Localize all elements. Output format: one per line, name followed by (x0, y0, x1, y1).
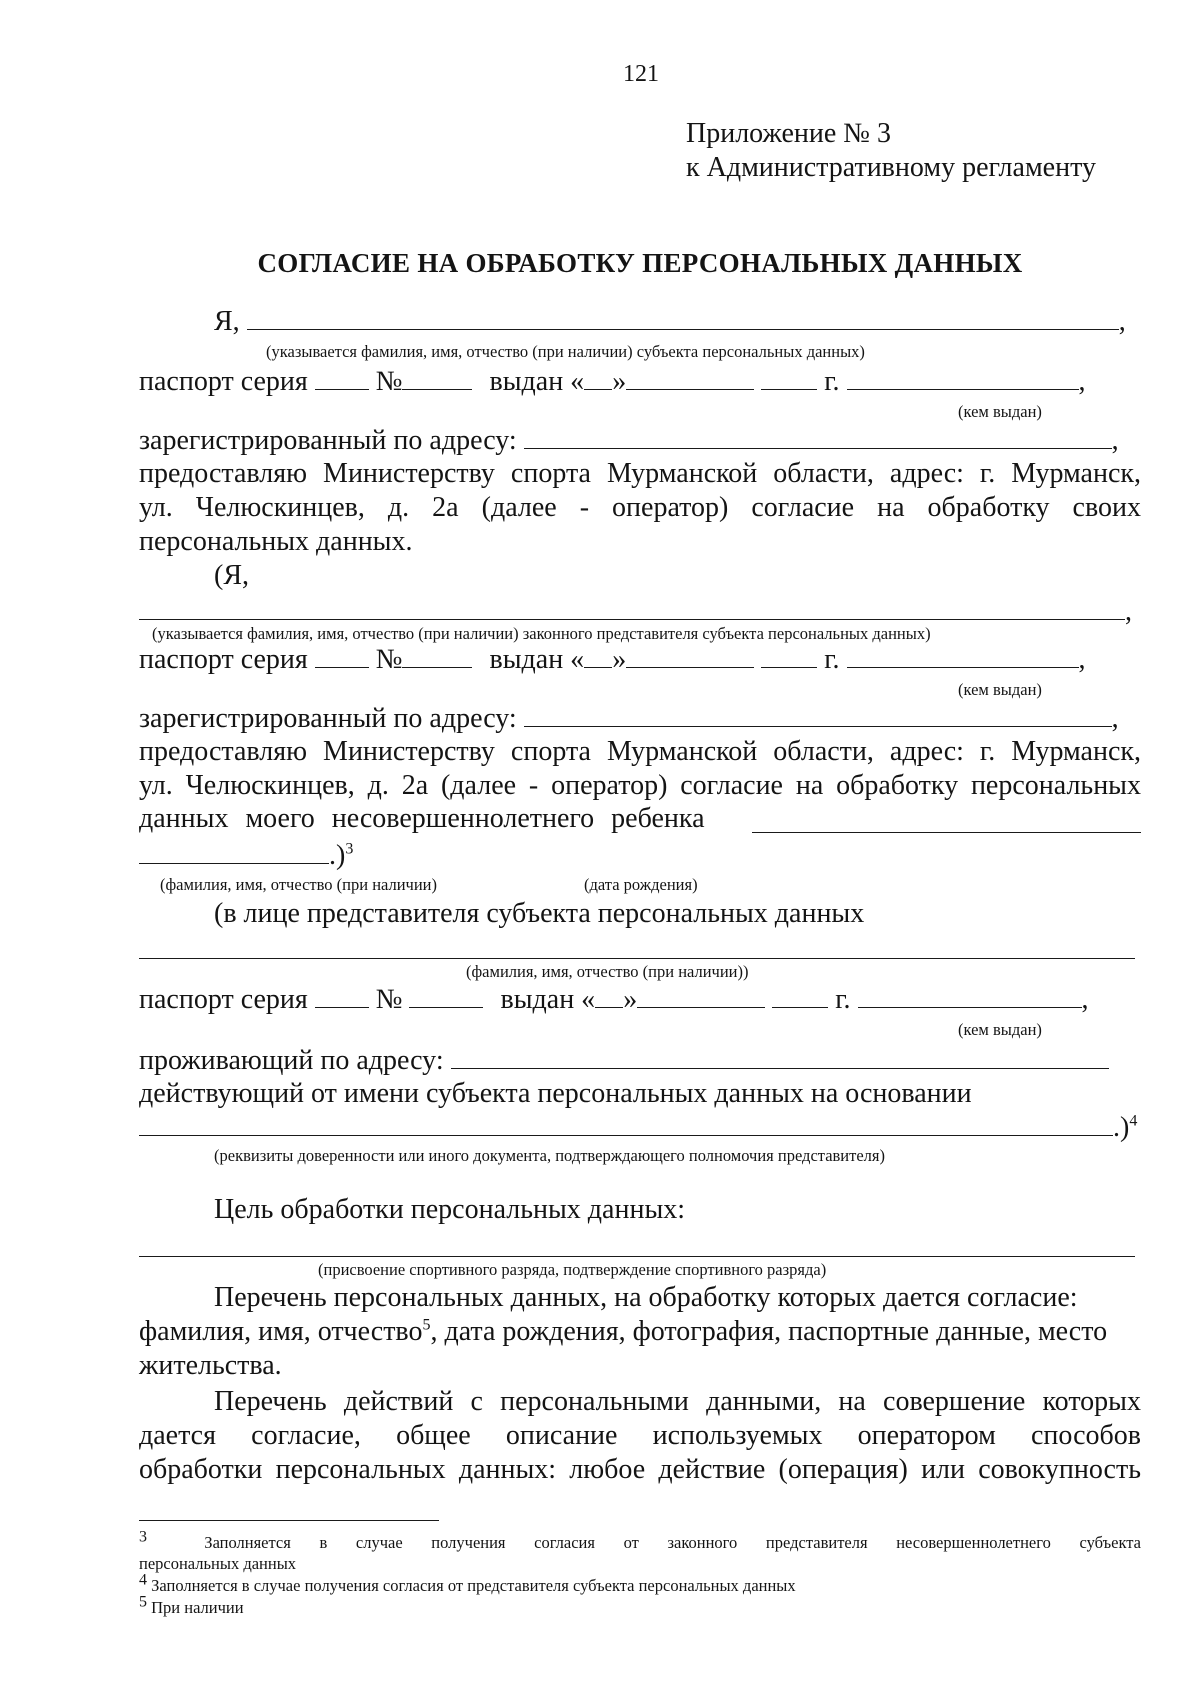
appendix-reference: к Административному регламенту (686, 152, 1096, 183)
comma: , (1081, 984, 1089, 1015)
issued-close: » (612, 366, 627, 397)
child-birth-date-field[interactable] (139, 841, 329, 864)
issued-label: выдан « (489, 644, 585, 675)
year-label: г. (835, 984, 851, 1015)
passport-number-field[interactable] (402, 645, 472, 668)
comma: , (1111, 425, 1119, 456)
ya-label: Я, (214, 306, 240, 337)
issue-month-field[interactable] (626, 645, 754, 668)
subject-fio-field[interactable] (247, 307, 1119, 330)
birth-date-caption: (дата рождения) (584, 875, 698, 894)
data-list-line2 (139, 1316, 1107, 1348)
child-fio-caption: (фамилия, имя, отчество (при наличии) (160, 875, 438, 894)
footnote-3 (139, 1528, 1142, 1574)
subject-passport-row (139, 366, 1086, 398)
issue-month-field[interactable] (626, 367, 754, 390)
appendix-number: Приложение № 3 (686, 118, 891, 149)
number-sign-label: № (375, 984, 403, 1015)
page-number: 121 (623, 61, 659, 87)
comma: , (1125, 596, 1132, 627)
issued-by-caption: (кем выдан) (958, 402, 1042, 421)
section2-line2: ул. Челюскинцев, д. 2а (далее - оператор) согласие на обработку персональных (139, 770, 1141, 801)
registered-label: зарегистрированный по адресу: (139, 703, 517, 734)
footnote-separator (139, 1520, 439, 1521)
comma: , (1118, 306, 1126, 337)
section1-line1: предоставляю Министерству спорта Мурманской области, адрес: г. Мурманск, (139, 458, 1141, 489)
subject-fio-caption: (указывается фамилия, имя, отчество (при наличии) субъекта персональных данных) (266, 342, 865, 361)
footnote-3-text-cont: персональных данных (139, 1554, 297, 1573)
registered-label: зарегистрированный по адресу: (139, 425, 517, 456)
passport-series-label: паспорт серия (139, 984, 308, 1015)
section3-open: (в лице представителя субъекта персональных данных (214, 898, 865, 929)
rep-address-row (139, 703, 1119, 735)
passport-series-label: паспорт серия (139, 644, 308, 675)
footnote-5 (139, 1593, 244, 1618)
issued-by-field[interactable] (847, 645, 1079, 668)
person-fio-field[interactable] (139, 958, 1135, 959)
section1-line3: персональных данных. (139, 526, 413, 557)
rep-address-field[interactable] (524, 704, 1112, 727)
passport-series-field[interactable] (315, 645, 369, 668)
section2-line3: данных моего несовершеннолетнего ребенка (139, 803, 705, 834)
year-label: г. (824, 644, 840, 675)
passport-number-field[interactable] (409, 985, 483, 1008)
footnote-ref-3: 3 (345, 840, 354, 858)
actions-line2: дается согласие, общее описание используемых оператором способов (139, 1420, 1141, 1451)
footnote-5-num: 5 (139, 1593, 147, 1611)
rep-passport-row (139, 644, 1086, 676)
issue-day-field[interactable] (584, 367, 612, 390)
footnote-4-text: Заполняется в случае получения согласия от представителя субъекта персональных данных (151, 1576, 796, 1595)
proxy-docs-caption: (реквизиты доверенности или иного документа, подтверждающего полномочия представителя) (214, 1146, 885, 1165)
child-birth-row (139, 840, 353, 872)
issue-month-field[interactable] (637, 985, 765, 1008)
passport-series-label: паспорт серия (139, 366, 308, 397)
residing-address-field[interactable] (451, 1046, 1109, 1069)
comma: , (1078, 366, 1086, 397)
issued-by-field[interactable] (858, 985, 1082, 1008)
issued-by-field[interactable] (847, 367, 1079, 390)
issue-day-field[interactable] (595, 985, 623, 1008)
number-sign-label: № (375, 644, 403, 675)
residing-label: проживающий по адресу: (139, 1045, 444, 1076)
closing-paren: .) (329, 840, 346, 871)
comma: , (1111, 703, 1119, 734)
purpose-field[interactable] (139, 1256, 1135, 1257)
rep-fio-field[interactable] (139, 597, 1125, 620)
passport-series-field[interactable] (315, 985, 369, 1008)
acting-label: действующий от имени субъекта персональных данных на основании (139, 1078, 972, 1109)
issued-close: » (623, 984, 638, 1015)
issue-year-field[interactable] (761, 367, 817, 390)
child-fio-field[interactable] (752, 832, 1141, 833)
issued-label: выдан « (500, 984, 596, 1015)
footnote-3-num: 3 (139, 1528, 147, 1546)
subject-name-row (214, 306, 1126, 338)
person-passport-row (139, 984, 1089, 1016)
rep-fio-caption: (указывается фамилия, имя, отчество (при наличии) законного представителя субъекта персональных данных) (152, 624, 931, 643)
issued-close: » (612, 644, 627, 675)
passport-series-field[interactable] (315, 367, 369, 390)
closing-paren: .) (1113, 1112, 1130, 1143)
footnote-3-text: Заполняется в случае получения согласия от законного представителя несовершеннолетнего субъекта (204, 1533, 1142, 1552)
person-fio-caption: (фамилия, имя, отчество (при наличии)) (466, 962, 749, 981)
proxy-docs-field[interactable] (139, 1113, 1113, 1136)
footnote-4 (139, 1571, 796, 1596)
section2-line1: предоставляю Министерству спорта Мурманской области, адрес: г. Мурманск, (139, 736, 1141, 767)
document-title: СОГЛАСИЕ НА ОБРАБОТКУ ПЕРСОНАЛЬНЫХ ДАННЫХ (257, 248, 1023, 278)
actions-line1: Перечень действий с персональными данными, на совершение которых (214, 1386, 1141, 1417)
footnote-ref-4: 4 (1129, 1112, 1138, 1130)
footnote-4-num: 4 (139, 1571, 147, 1589)
purpose-caption: (присвоение спортивного разряда, подтверждение спортивного разряда) (318, 1260, 827, 1279)
residing-row (139, 1045, 1109, 1077)
issue-day-field[interactable] (584, 645, 612, 668)
purpose-label: Цель обработки персональных данных: (214, 1194, 686, 1225)
comma: , (1078, 644, 1086, 675)
issued-label: выдан « (489, 366, 585, 397)
footnote-ref-5: 5 (422, 1316, 431, 1334)
issue-year-field[interactable] (761, 645, 817, 668)
data-list-rest: , дата рождения, фотография, паспортные данные, место (430, 1316, 1108, 1347)
issued-by-caption: (кем выдан) (958, 1020, 1042, 1039)
section1-line2: ул. Челюскинцев, д. 2а (далее - оператор) согласие на обработку своих (139, 492, 1141, 523)
passport-number-field[interactable] (402, 367, 472, 390)
issued-by-caption: (кем выдан) (958, 680, 1042, 699)
data-list-line1: Перечень персональных данных, на обработку которых дается согласие: (214, 1282, 1078, 1313)
footnote-5-text: При наличии (151, 1598, 244, 1617)
actions-line3: обработки персональных данных: любое действие (операция) или совокупность (139, 1454, 1141, 1485)
subject-address-field[interactable] (524, 426, 1112, 449)
subject-address-row (139, 425, 1119, 457)
issue-year-field[interactable] (772, 985, 828, 1008)
proxy-docs-row (139, 1112, 1137, 1144)
data-list-line3: жительства. (139, 1350, 282, 1381)
data-list-fio: фамилия, имя, отчество (139, 1316, 423, 1347)
year-label: г. (824, 366, 840, 397)
section2-open: (Я, (214, 560, 249, 591)
number-sign-label: № (375, 366, 403, 397)
